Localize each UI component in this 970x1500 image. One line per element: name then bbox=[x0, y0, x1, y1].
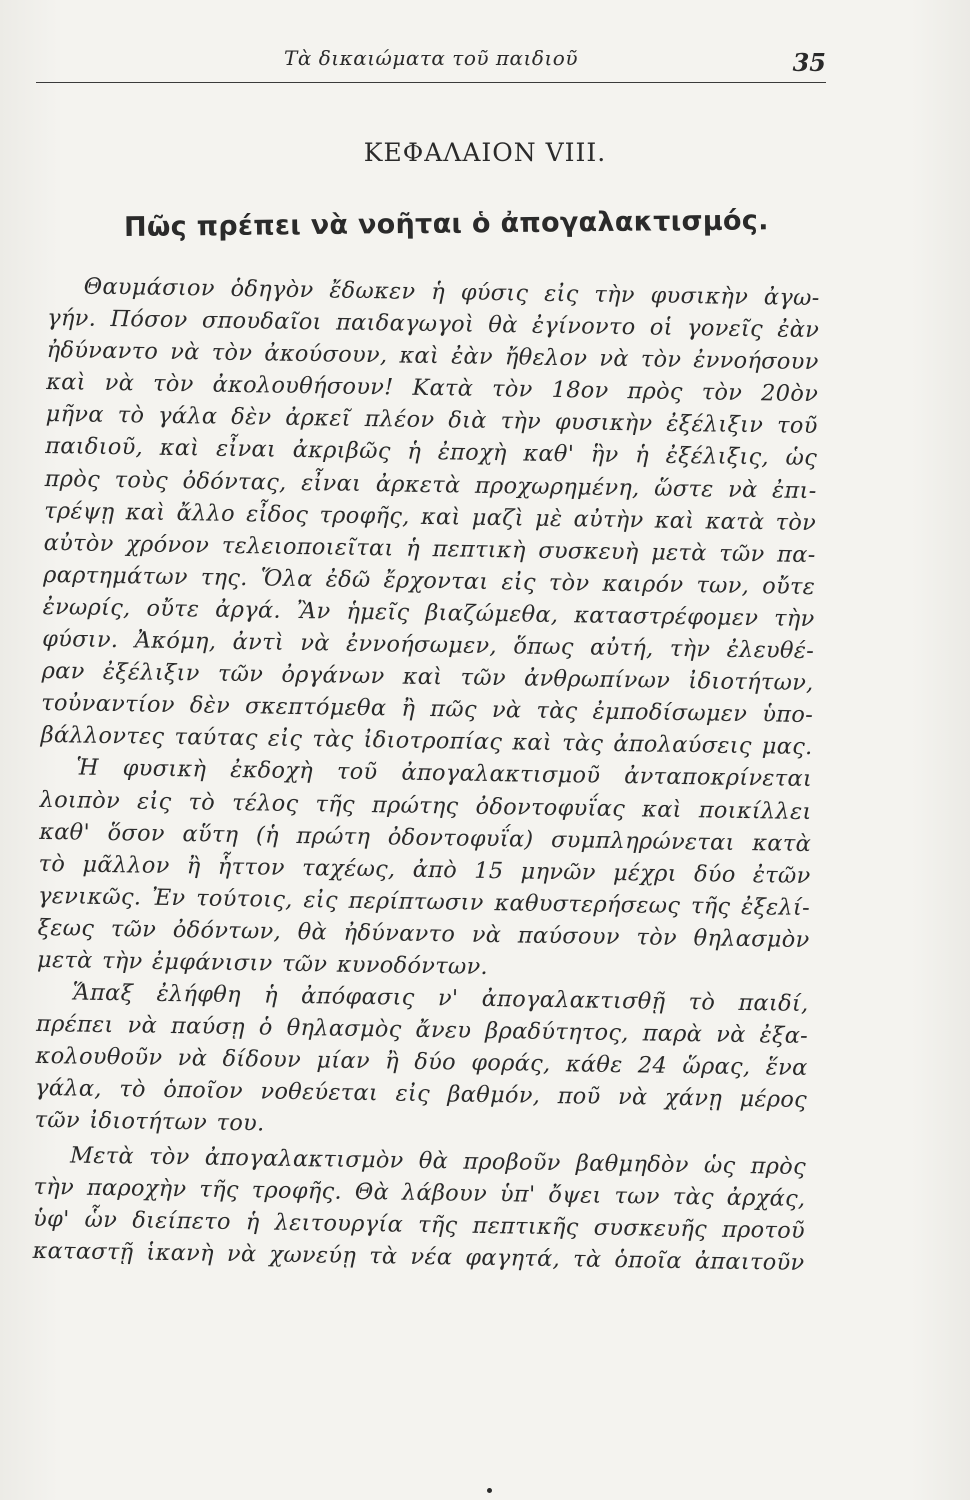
text-line: καὶ νὰ τὸν ἀκολουθήσουν! Κατὰ τὸν 18ον πρὸς τὸν 20ὸν bbox=[46, 369, 819, 408]
page-header bbox=[36, 40, 826, 83]
text-line: παιδιοῦ, καὶ εἶναι ἀκριβῶς ἡ ἐποχὴ καθ' ἣν ἡ ἐξέλιξις, ὡς bbox=[45, 433, 818, 472]
text-line: ὑφ' ὧν διείπετο ἡ λειτουργία τῆς πεπτικῆς συσκευῆς προτοῦ bbox=[32, 1205, 806, 1244]
body-text bbox=[32, 270, 820, 1279]
text-line: καθ' ὅσον αὕτη (ἡ πρώτη ὀδοντοφυΐα) συμπληρώνεται κατὰ bbox=[38, 818, 812, 857]
text-line: ξεως τῶν ὀδόντων, θὰ ἠδύναντο νὰ παύσουν τὸν θηλασμὸν bbox=[37, 914, 810, 953]
page-number: 35 bbox=[792, 48, 826, 77]
chapter-heading: ΚΕΦΑΛΑΙΟΝ VIII. bbox=[363, 138, 607, 167]
running-title: Τὰ δικαιώματα τοῦ παιδιοῦ bbox=[284, 46, 578, 70]
text-line: καταστῇ ἱκανὴ νὰ χωνεύῃ τὰ νέα φαγητά, τὰ ὁποῖα ἀπαιτοῦν bbox=[32, 1237, 805, 1276]
text-line: λοιπὸν εἰς τὸ τέλος τῆς πρώτης ὀδοντοφυΐας καὶ ποικίλλει bbox=[39, 786, 812, 825]
text-line: τῶν ἰδιοτήτων του. bbox=[34, 1107, 265, 1137]
section-title: Πῶς πρέπει νὰ νοῆται ὁ ἀπογαλακτισμός. bbox=[123, 205, 769, 243]
text-line: γενικῶς. Ἐν τούτοις, εἰς περίπτωσιν καθυστερήσεως τῆς ἐξελί- bbox=[37, 882, 811, 921]
text-line: πρὸς τοὺς ὀδόντας, εἶναι ἀρκετὰ προχωρημένη, ὥστε νὰ ἐπι- bbox=[44, 465, 817, 504]
text-line: τρέψῃ καὶ ἄλλο εἶδος τροφῆς, καὶ μαζὶ μὲ αὐτὴν καὶ κατὰ τὸν bbox=[44, 497, 817, 536]
text-line: μῆνα τὸ γάλα δὲν ἀρκεῖ πλέον διὰ τὴν φυσικὴν ἐξέλιξιν τοῦ bbox=[45, 401, 818, 440]
text-line: πρέπει νὰ παύσῃ ὁ θηλασμὸς ἄνευ βραδύτητος, παρὰ νὰ ἐξα- bbox=[35, 1011, 809, 1050]
text-line: τὸ μᾶλλον ἢ ἧττον ταχέως, ἀπὸ 15 μηνῶν μέχρι δύο ἐτῶν bbox=[38, 850, 811, 889]
text-line: ραν ἐξέλιξιν τῶν ὀργάνων καὶ τῶν ἀνθρωπίνων ἰδιοτήτων, bbox=[41, 658, 814, 697]
text-line: ραρτημάτων της. Ὅλα ἐδῶ ἔρχονται εἰς τὸν καιρόν των, οὔτε bbox=[43, 561, 816, 600]
text-line: ἠδύναντο νὰ τὸν ἀκούσουν, καὶ ἐὰν ἤθελον νὰ τὸν ἐννοήσουν bbox=[46, 337, 819, 376]
text-line: φύσιν. Ἀκόμη, ἀντὶ νὰ ἐννοήσωμεν, ὅπως αὐτή, τὴν ἐλευθέ- bbox=[41, 625, 815, 665]
text-line: ἐνωρίς, οὔτε ἀργά. Ἂν ἡμεῖς βιαζώμεθα, καταστρέφομεν τὴν bbox=[42, 593, 815, 633]
text-line: τοὐναντίον δὲν σκεπτόμεθα ἢ πῶς νὰ τὰς ἐμποδίσωμεν ὑπο- bbox=[40, 690, 814, 729]
text-line: τὴν παροχὴν τῆς τροφῆς. Θὰ λάβουν ὑπ' ὄψει των τὰς ἀρχάς, bbox=[33, 1173, 806, 1212]
text-line: μετὰ τὴν ἐμφάνισιν τῶν κυνοδόντων. bbox=[36, 946, 489, 980]
text-line: αὐτὸν χρόνον τελειοποιεῖται ἡ πεπτικὴ συσκευὴ μετὰ τῶν πα- bbox=[43, 529, 816, 568]
text-line: γάλα, τὸ ὁποῖον νοθεύεται εἰς βαθμόν, ποῦ νὰ χάνῃ μέρος bbox=[34, 1075, 808, 1114]
text-line: βάλλοντες ταύτας εἰς τὰς ἰδιοτροπίας καὶ τὰς ἀπολαύσεις μας. bbox=[40, 722, 813, 761]
text-line: γήν. Πόσον σπουδαῖοι παιδαγωγοὶ θὰ ἐγίνοντο οἱ γονεῖς ἐὰν bbox=[47, 305, 820, 344]
print-speck bbox=[487, 1488, 492, 1493]
text-line: κολουθοῦν νὰ δίδουν μίαν ἢ δύο φοράς, κάθε 24 ὥρας, ἕνα bbox=[35, 1043, 808, 1082]
text-line: Ἡ φυσικὴ ἐκδοχὴ τοῦ ἀπογαλακτισμοῦ ἀνταποκρίνεται bbox=[75, 754, 813, 793]
text-line: Θαυμάσιον ὁδηγὸν ἔδωκεν ἡ φύσις εἰς τὴν φυσικὴν ἀγω- bbox=[83, 273, 820, 312]
text-line: Μετὰ τὸν ἀπογαλακτισμὸν θὰ προβοῦν βαθμηδὸν ὡς πρὸς bbox=[69, 1141, 807, 1180]
text-line: Ἅπαξ ἐλήφθη ἡ ἀπόφασις ν' ἀπογαλακτισθῇ τὸ παιδί, bbox=[72, 979, 809, 1018]
